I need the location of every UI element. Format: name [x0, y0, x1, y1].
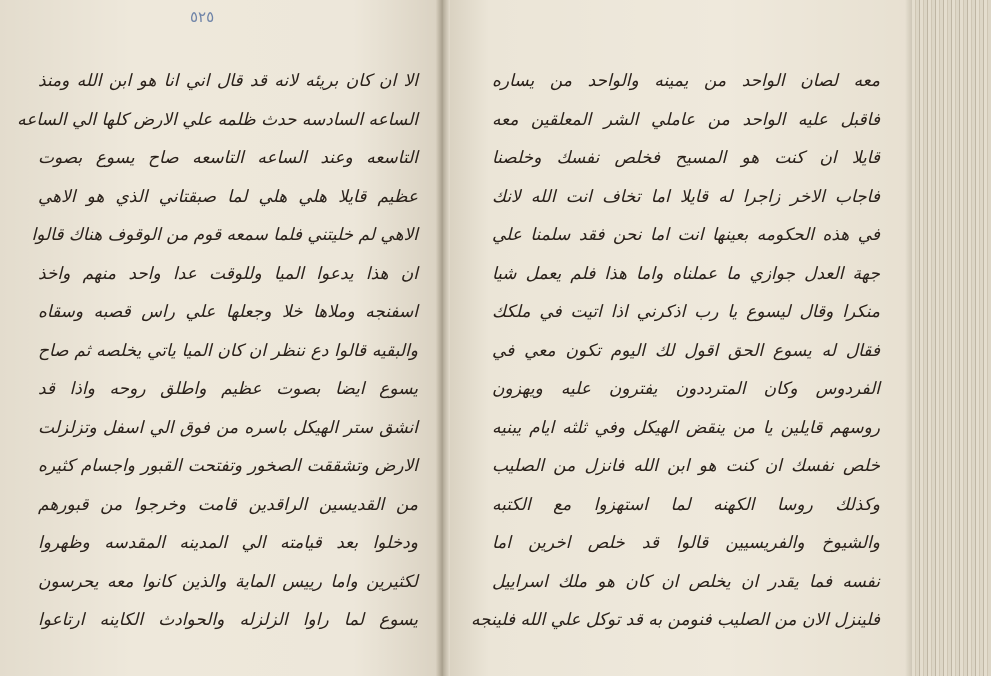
text-line: ودخلوا بعد قيامته الي المدينه المقدسه وظهروا: [38, 533, 418, 553]
text-line: منكرا وقال ليسوع يا رب اذكرني اذا اتيت في ملكك: [492, 302, 880, 322]
text-line: قايلا ان كنت هو المسيح فخلص نفسك وخلصنا: [492, 148, 880, 168]
text-line: في هذه الحكومه بعينها انت اما نحن فقد سلمنا علي: [492, 225, 880, 245]
text-line: يسوع لما راوا الزلزله والحوادث الكاينه ارتاعوا: [38, 610, 418, 630]
text-line: لكثيرين واما رييس الماية والذين كانوا معه يحرسون: [38, 571, 418, 592]
text-line: معه لصان الواحد من يمينه والواحد من يساره: [492, 71, 880, 91]
text-line: والشيوخ والفريسيين قالوا قد خلص اخرين اما: [492, 533, 880, 553]
text-line: من القديسين الراقدين قامت وخرجوا من قبورهم: [38, 494, 418, 515]
text-line: الا ان كان بريئه لانه قد قال اني انا هو ابن الله ومنذ: [38, 71, 418, 91]
text-line: فاقبل عليه الواحد من عاملي الشر المعلقين معه: [492, 109, 880, 130]
text-line: التاسعه وعند الساعه التاسعه صاح يسوع بصوت: [38, 148, 418, 168]
page-stack-edges: [912, 0, 991, 676]
book-gutter: [436, 0, 450, 676]
text-line: الاهي لم خليتني فلما سمعه قوم من الوقوف هناك قالوا: [31, 225, 418, 245]
left-page: [0, 0, 442, 676]
text-line: ان هذا يدعوا الميا وللوقت عدا واحد منهم واخذ: [38, 263, 418, 284]
text-line: جهة العدل جوازي ما عملناه واما هذا فلم يعمل شيا: [492, 263, 880, 284]
text-line: يسوع ايضا بصوت عظيم واطلق روحه واذا قد: [38, 379, 418, 399]
right-page-text: [471, 62, 880, 640]
text-line: انشق ستر الهيكل باسره من فوق الي اسفل وتزلزلت: [38, 417, 418, 438]
text-line: فلينزل الان من الصليب فنومن به قد توكل علي الله فلينجه: [471, 610, 880, 630]
text-line: خلص نفسك ان كنت هو ابن الله فانزل من الصليب: [492, 456, 880, 476]
text-line: وكذلك روسا الكهنه لما استهزوا مع الكتبه: [492, 494, 880, 515]
text-line: روسهم قايلين يا من ينقض الهيكل وفي ثلثه ايام يبنيه: [492, 417, 880, 438]
text-line: فقال له يسوع الحق اقول لك اليوم تكون معي في: [492, 340, 880, 361]
text-line: والبقيه قالوا دع ننظر ان كان الميا ياتي يخلصه ثم صاح: [38, 340, 418, 361]
text-line: فاجاب الاخر زاجرا له قايلا اما تخاف انت الله لانك: [492, 186, 880, 207]
text-line: اسفنجه وملاها خلا وجعلها علي راس قصبه وسقاه: [38, 302, 418, 322]
text-line: عظيم قايلا هلي هلي لما صبقتاني الذي هو الاهي: [38, 186, 418, 207]
right-page: [442, 0, 914, 676]
text-line: نفسه فما يقدر ان يخلص ان كان هو ملك اسراييل: [492, 571, 880, 592]
text-line: الفردوس وكان المترددون يفترون عليه ويهزون: [492, 379, 880, 399]
text-line: الساعه السادسه حدث ظلمه علي الارض كلها الي الساعه: [17, 109, 418, 130]
text-line: الارض وتشققت الصخور وتفتحت القبور واجسام كثيره: [38, 456, 418, 476]
folio-number: ٥٢٥: [190, 8, 215, 26]
left-page-text: [17, 62, 418, 640]
